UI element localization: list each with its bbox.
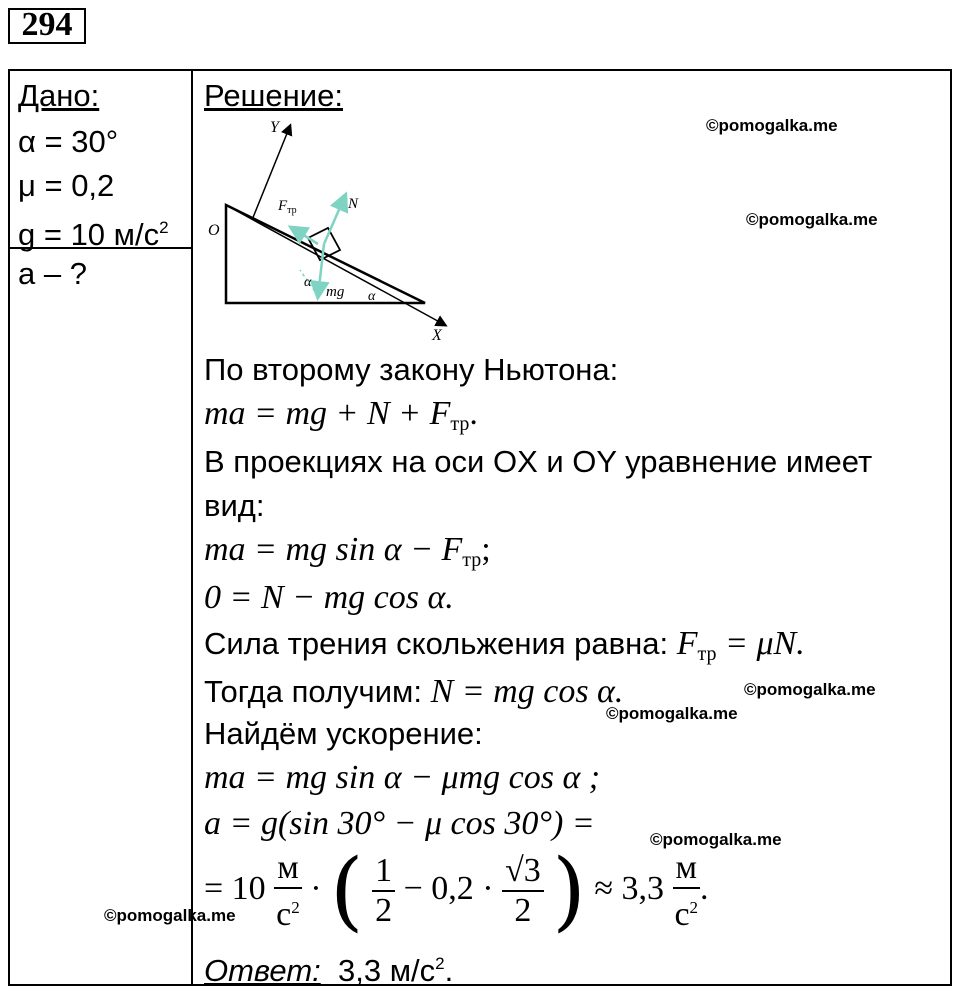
normal-label: N: [348, 196, 359, 212]
watermark: ©pomogalka.me: [650, 830, 782, 849]
x-axis-arrow: [226, 205, 445, 325]
friction-label: $F_{тр}$: [278, 198, 297, 216]
then-equation: N = mg cos α.: [430, 673, 624, 710]
projections-text-line1: В проекциях на оси OX и OY уравнение имеет: [204, 444, 873, 479]
problem-number: 294: [8, 8, 86, 44]
find-acceleration: a – ?: [18, 256, 87, 291]
answer-value: 3,3 м/с: [338, 953, 436, 988]
normal-arrow: [324, 196, 345, 244]
given-g: g = 10 $м/с^2$: [18, 217, 169, 252]
accel-equation-3: = 10 $\frac{м}{с^2}$ · ( $\frac{1}{2}$ − 0,2 · $\frac{√3}{2}$ ) ≈ 3,3 $\frac{м}{с^2}$ .: [204, 841, 709, 941]
projections-text-line2: вид:: [204, 488, 265, 523]
ox-equation: ma = mg $\sin \alpha - F_{тр}$;: [204, 531, 491, 571]
angle-top-label: α: [304, 275, 312, 290]
origin-label: O: [208, 222, 220, 239]
unit-fraction-result: $\frac{м}{с^2}$: [674, 848, 699, 933]
sqrt-fraction: $\frac{√3}{2}$: [502, 852, 544, 930]
watermark: ©pomogalka.me: [104, 906, 236, 925]
watermark: ©pomogalka.me: [746, 210, 878, 229]
gravity-label: mg: [326, 284, 345, 300]
x-axis-label: X: [432, 327, 442, 344]
answer-line: Ответ: 3,3 $м/с^2$.: [204, 953, 454, 988]
answer-label: Ответ:: [204, 953, 321, 988]
incline-diagram: [200, 110, 470, 350]
accel-text: Найдём ускорение:: [204, 716, 483, 751]
newton-equation: ma = mg + $N + F_{тр}$.: [204, 395, 478, 435]
oy-equation: 0 = N − mg cos α.: [204, 579, 454, 616]
friction-arrow: [292, 228, 318, 244]
angle-base-label: α: [368, 289, 376, 304]
accel-equation-2: a = g(sin 30° − μ cos 30°) =: [204, 805, 595, 842]
friction-equation: $F_{тр} = \mu N$.: [676, 625, 805, 665]
accel-equation-1: ma = mg sin α − μmg cos α ;: [204, 759, 601, 796]
unit-fraction: $\frac{м}{с^2}$: [276, 848, 300, 933]
friction-text: Сила трения скольжения равна: $F_{тр} = \mu N$.: [204, 625, 805, 665]
given-heading: Дано:: [18, 78, 100, 113]
then-text: Тогда получим: N = mg cos α.: [204, 673, 624, 710]
half-fraction: $\frac{1}{2}$: [372, 852, 395, 930]
solution-heading: Решение:: [204, 78, 343, 113]
y-axis-label: Y: [270, 119, 279, 136]
watermark: ©pomogalka.me: [606, 704, 738, 723]
column-divider: [191, 69, 193, 986]
watermark: ©pomogalka.me: [706, 116, 838, 135]
given-alpha: α = 30°: [18, 124, 119, 159]
given-mu: μ = 0,2: [18, 168, 115, 203]
watermark: ©pomogalka.me: [744, 680, 876, 699]
newton-text: По второму закону Ньютона:: [204, 352, 619, 387]
